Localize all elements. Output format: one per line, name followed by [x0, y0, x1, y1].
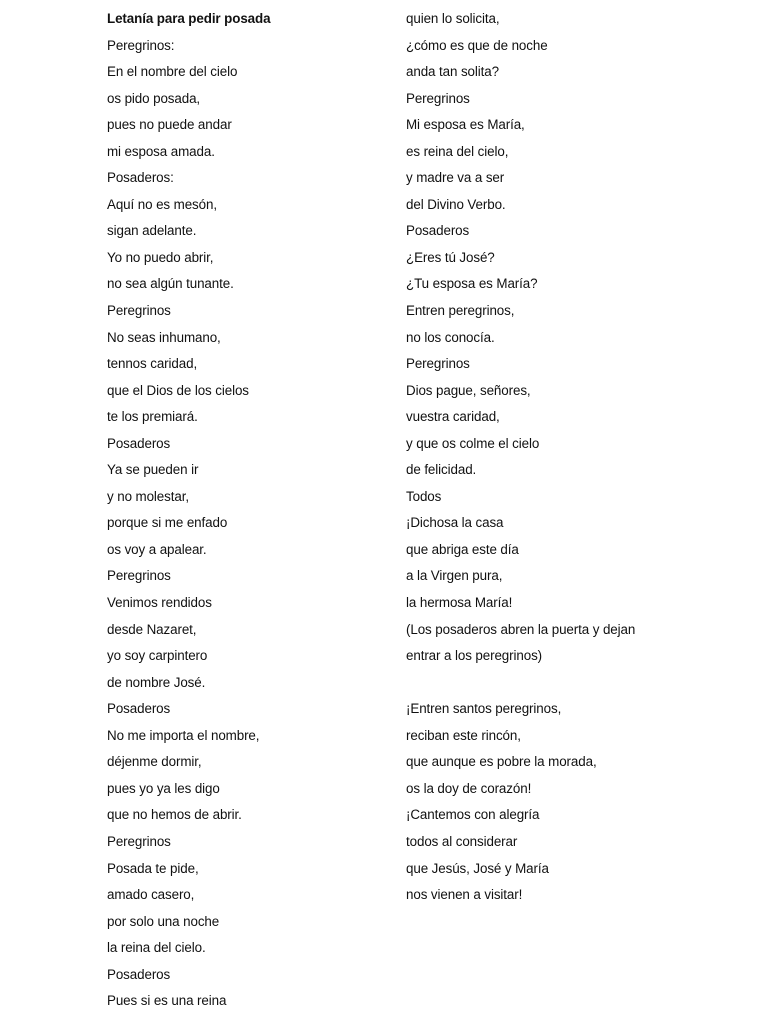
verse-line: déjenme dormir,	[107, 754, 202, 770]
verse-line: entrar a los peregrinos)	[406, 648, 543, 664]
verse-line: ¡Entren santos peregrinos,	[406, 701, 562, 717]
verse-line: de nombre José.	[107, 674, 206, 690]
verse-line: No seas inhumano,	[107, 329, 221, 345]
verse-line: del Divino Verbo.	[406, 196, 506, 212]
verse-line: y madre va a ser	[406, 170, 505, 186]
verse-line: que Jesús, José y María	[406, 860, 549, 876]
verse-line: yo soy carpintero	[107, 648, 208, 664]
verse-line: ¿Tu esposa es María?	[406, 276, 538, 292]
verse-line: Posaderos	[406, 223, 470, 239]
verse-line: por solo una noche	[107, 913, 220, 929]
verse-line: Aquí no es mesón,	[107, 196, 217, 212]
verse-line: y que os colme el cielo	[406, 435, 540, 451]
verse-line: amado casero,	[107, 887, 195, 903]
verse-line: Peregrinos	[406, 356, 470, 372]
verse-line: que no hemos de abrir.	[107, 807, 242, 823]
verse-line: que aunque es pobre la morada,	[406, 754, 597, 770]
verse-line: no los conocía.	[406, 329, 495, 345]
verse-line: os voy a apalear.	[107, 541, 207, 557]
verse-line: porque si me enfado	[107, 515, 228, 531]
verse-line: de felicidad.	[406, 462, 477, 478]
right-column	[406, 6, 756, 909]
verse-line: reciban este rincón,	[406, 727, 521, 743]
verse-line: y no molestar,	[107, 488, 189, 504]
verse-line: desde Nazaret,	[107, 621, 197, 637]
verse-line: Peregrinos	[406, 90, 470, 106]
verse-line: Todos	[406, 488, 442, 504]
verse-line: no sea algún tunante.	[107, 276, 234, 292]
verse-line: anda tan solita?	[406, 64, 499, 80]
verse-line: Yo no puedo abrir,	[107, 249, 214, 265]
verse-line: ¿cómo es que de noche	[406, 37, 548, 53]
verse-line: quien lo solicita,	[406, 11, 500, 26]
verse-line: En el nombre del cielo	[107, 64, 238, 80]
verse-line: Dios pague, señores,	[406, 382, 531, 398]
verse-line: Pues si es una reina	[107, 993, 227, 1009]
blank-line	[406, 670, 756, 697]
verse-line: Posaderos:	[107, 170, 174, 186]
verse-line: pues no puede andar	[107, 117, 232, 133]
verse-line: Venimos rendidos	[107, 595, 212, 611]
verse-line: nos vienen a visitar!	[406, 887, 523, 903]
verse-line: que el Dios de los cielos	[107, 382, 249, 398]
verse-line: Ya se pueden ir	[107, 462, 199, 478]
document-title: Letanía para pedir posada	[107, 11, 271, 26]
verse-line: Posaderos	[107, 966, 171, 982]
verse-line: ¡Cantemos con alegría	[406, 807, 540, 823]
verse-line: te los premiará.	[107, 409, 198, 425]
verse-line: Posada te pide,	[107, 860, 199, 876]
verse-line: vuestra caridad,	[406, 409, 500, 425]
verse-line: tennos caridad,	[107, 356, 198, 372]
verse-line: a la Virgen pura,	[406, 568, 503, 584]
verse-line: Peregrinos:	[107, 37, 175, 53]
verse-line: Peregrinos	[107, 568, 171, 584]
verse-line: la hermosa María!	[406, 595, 513, 611]
verse-line: sigan adelante.	[107, 223, 197, 239]
verse-line: (Los posaderos abren la puerta y dejan	[406, 621, 636, 637]
verse-line: os la doy de corazón!	[406, 780, 532, 796]
verse-line: la reina del cielo.	[107, 940, 206, 956]
verse-line: Posaderos	[107, 435, 171, 451]
left-column	[107, 6, 392, 1015]
verse-line: mi esposa amada.	[107, 143, 215, 159]
verse-line: ¡Dichosa la casa	[406, 515, 504, 531]
verse-line: que abriga este día	[406, 541, 519, 557]
verse-line: Posaderos	[107, 701, 171, 717]
verse-line: os pido posada,	[107, 90, 201, 106]
verse-line: Mi esposa es María,	[406, 117, 525, 133]
verse-line: Entren peregrinos,	[406, 303, 515, 319]
verse-line: pues yo ya les digo	[107, 780, 220, 796]
verse-line: Peregrinos	[107, 833, 171, 849]
verse-line: ¿Eres tú José?	[406, 249, 495, 265]
verse-line: No me importa el nombre,	[107, 727, 260, 743]
verse-line: Peregrinos	[107, 303, 171, 319]
verse-line: todos al considerar	[406, 833, 518, 849]
verse-line: es reina del cielo,	[406, 143, 509, 159]
